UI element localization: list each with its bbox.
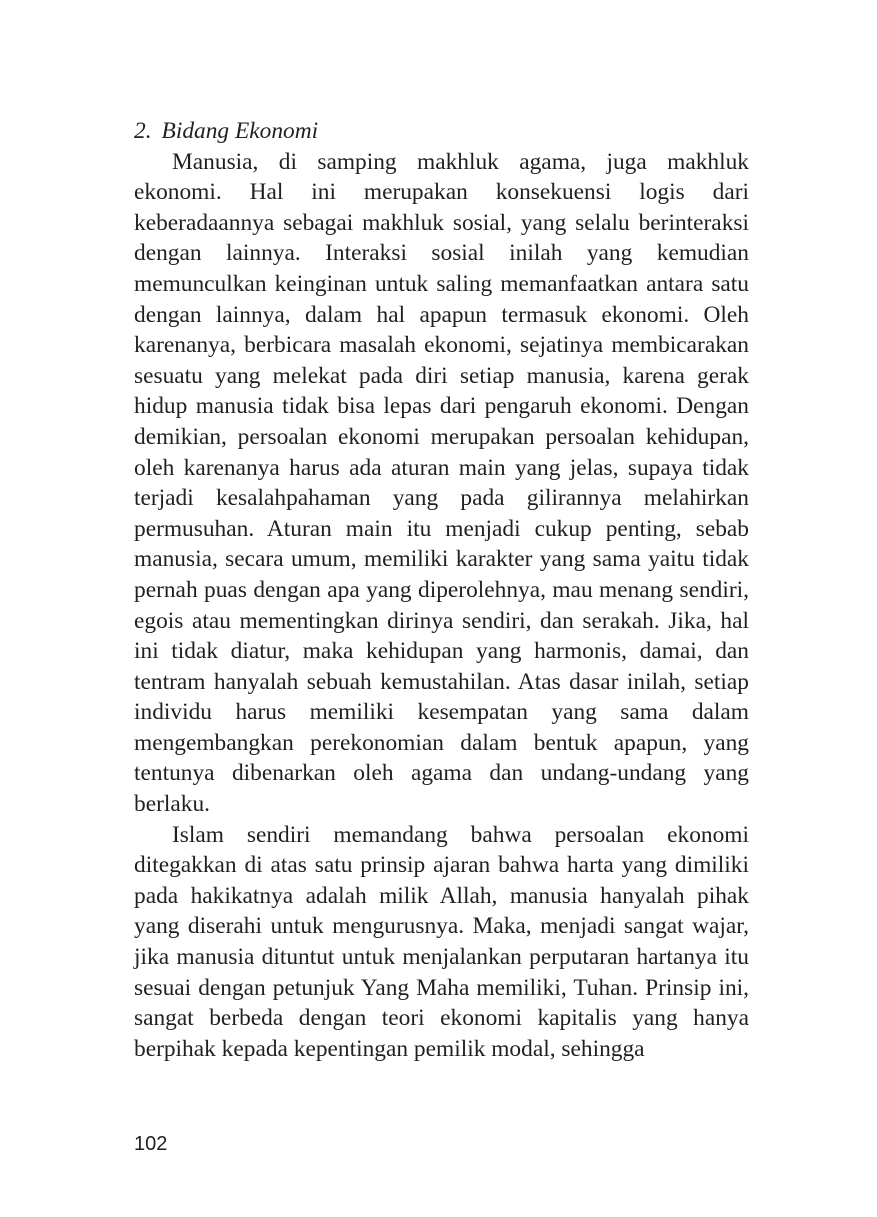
page-number: 102 [134, 1133, 168, 1155]
section-heading [134, 116, 749, 147]
body-text [134, 116, 749, 1064]
paragraph-1: Manusia, di samping makhluk agama, juga makhluk ekonomi. Hal ini merupakan konsekuensi logis dari keberadaannya sebagai makhluk sosial, yang selalu berinteraksi dengan lainnya. Interaksi sosial inilah yang kemudian memunculkan keinginan untuk saling memanfaatkan antara satu dengan lainnya, dalam hal apapun termasuk ekonomi. Oleh karenanya, berbicara masalah ekonomi, sejatinya membicarakan sesuatu yang melekat pada diri setiap manusia, karena gerak hidup manusia tidak bisa lepas dari pengaruh ekonomi. Dengan demikian, persoalan ekonomi merupakan persoalan kehidupan, oleh karenanya harus ada aturan main yang jelas, supaya tidak terjadi kesalahpahaman yang pada gilirannya melahirkan permusuhan. Aturan main itu menjadi cukup penting, sebab manusia, secara umum, memiliki karakter yang sama yaitu tidak pernah puas dengan apa yang diperolehnya, mau menang sendiri, egois atau mementingkan dirinya sendiri, dan serakah. Jika, hal ini tidak diatur, maka kehidupan yang harmonis, damai, dan tentram hanyalah sebuah kemustahilan. Atas dasar inilah, setiap individu harus memiliki kesempatan yang sama dalam mengembangkan perekonomian dalam bentuk apapun, yang tentunya dibenarkan oleh agama dan undang-undang yang berlaku. [134, 148, 749, 818]
section-number: 2. [134, 118, 152, 144]
section-title: Bidang Ekonomi [161, 118, 319, 144]
paragraph-2: Islam sendiri memandang bahwa persoalan ekonomi ditegakkan di atas satu prinsip ajaran bahwa harta yang dimiliki pada hakikatnya adalah milik Allah, manusia hanyalah pihak yang diserahi untuk mengurusnya. Maka, menjadi sangat wajar, jika manusia dituntut untuk menjalankan perputaran hartanya itu sesuai dengan petunjuk Yang Maha memiliki, Tuhan. Prinsip ini, sangat berbeda dengan teori ekonomi kapitalis yang hanya berpihak kepada kepentingan pemilik modal, sehingga [134, 821, 749, 1062]
